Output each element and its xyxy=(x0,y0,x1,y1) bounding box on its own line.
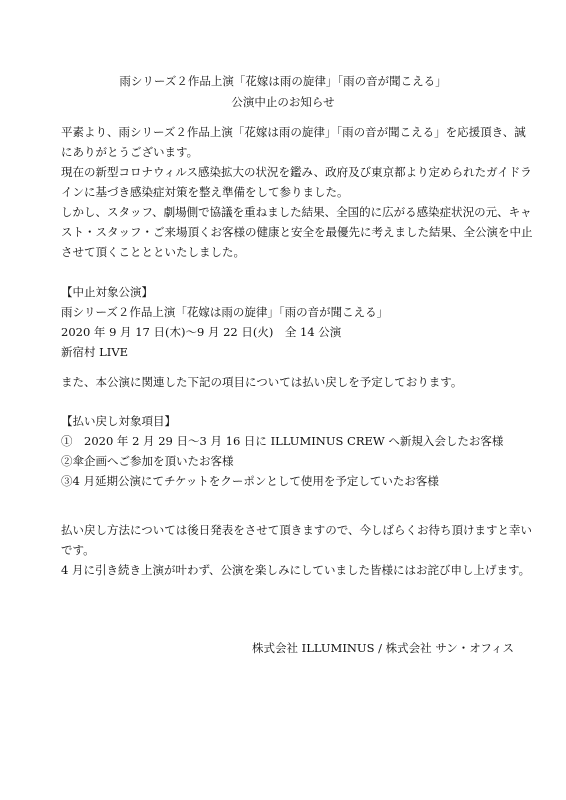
refund-method-paragraph xyxy=(61,520,531,580)
company-signature: 株式会社 ILLUMINUS / 株式会社 サン・オフィス xyxy=(252,641,514,655)
refund-item: ②傘企画へご参加を頂いたお客様 xyxy=(61,454,234,468)
method-line: 4 月に引き続き上演が叶わず、公演を楽しみにしていました皆様にはお詫び申し上げます。 xyxy=(61,563,531,577)
refund-items-section xyxy=(61,411,531,491)
cancelled-line: 雨シリーズ２作品上演「花嫁は雨の旋律」「雨の音が聞こえる」 xyxy=(61,305,389,319)
intro-line: にありがとうございます。 xyxy=(61,145,199,159)
refund-item: ① 2020 年 2 月 29 日～3 月 16 日に ILLUMINUS CREW へ新規入会したお客様 xyxy=(61,434,504,448)
announcement-title xyxy=(0,71,566,113)
method-line: です。 xyxy=(61,543,95,557)
intro-line: 現在の新型コロナウィルス感染拡大の状況を鑑み、政府及び東京都より定められたガイドラ xyxy=(61,165,532,179)
intro-line: させて頂くこととといたしました。 xyxy=(61,245,245,259)
refund-note xyxy=(61,372,531,392)
intro-paragraph xyxy=(61,122,531,262)
cancelled-line: 2020 年 9 月 17 日(木)～9 月 22 日(火) 全 14 公演 xyxy=(61,325,342,339)
cancelled-line: 新宿村 LIVE xyxy=(61,345,129,359)
intro-line: 平素より、雨シリーズ２作品上演「花嫁は雨の旋律」「雨の音が聞こえる」を応援頂き、誠 xyxy=(61,125,526,139)
cancelled-heading: 【中止対象公演】 xyxy=(61,285,153,299)
refund-note-text: また、本公演に関連した下記の項目については払い戻しを予定しております。 xyxy=(61,375,463,389)
refund-item: ③4 月延期公演にてチケットをクーポンとして使用を予定していたお客様 xyxy=(61,474,439,488)
intro-line: スト・スタッフ・ご来場頂くお客様の健康と安全を最優先に考えました結果、全公演を中止 xyxy=(61,225,533,239)
title-line-1: 雨シリーズ２作品上演「花嫁は雨の旋律」「雨の音が聞こえる」 xyxy=(119,74,447,88)
cancelled-performances-section xyxy=(61,282,531,362)
title-line-2: 公演中止のお知らせ xyxy=(231,95,335,109)
intro-line: しかし、スタッフ、劇場側で協議を重ねました結果、全国的に広がる感染症状況の元、キャ xyxy=(61,205,532,219)
refund-heading: 【払い戻し対象項目】 xyxy=(61,414,176,428)
intro-line: インに基づき感染症対策を整え準備をして参りました。 xyxy=(61,185,349,199)
method-line: 払い戻し方法については後日発表をさせて頂きますので、今しばらくお待ち頂けますと幸い xyxy=(61,523,533,537)
